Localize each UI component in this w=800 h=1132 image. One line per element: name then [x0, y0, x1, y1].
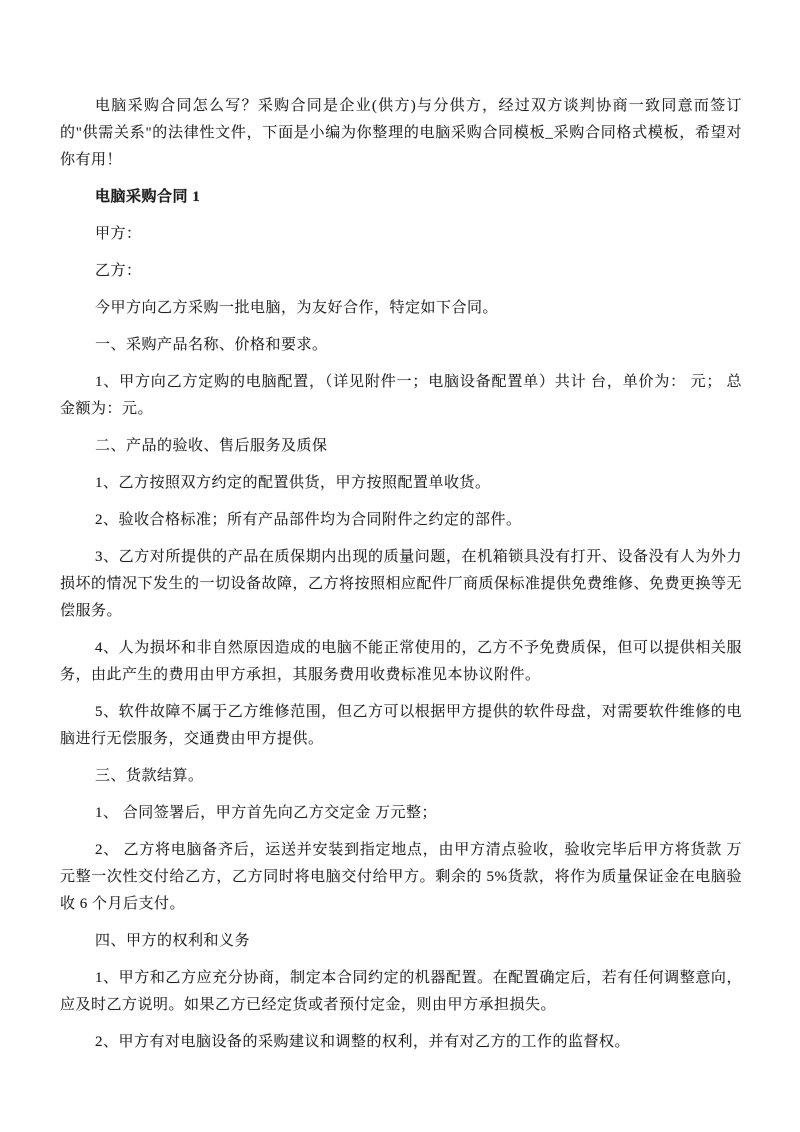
- section-2-clause-2: 2、验收合格标准；所有产品部件均为合同附件之约定的部件。: [95, 512, 522, 528]
- preamble-paragraph: 今甲方向乙方采购一批电脑，为友好合作，特定如下合同。: [95, 300, 499, 316]
- section-2-clause-5: 5、软件故障不属于乙方维修范围，但乙方可以根据甲方提供的软件母盘，对需要软件维修的电脑进行无偿服务，交通费由甲方提供。: [60, 704, 742, 747]
- section-4-clause-2: 2、甲方有对电脑设备的采购建议和调整的权利，并有对乙方的工作的监督权。: [95, 1034, 631, 1050]
- section-2-clause-1: 1、乙方按照双方约定的配置供货，甲方按照配置单收货。: [95, 475, 491, 491]
- contract-title: 电脑采购合同 1: [95, 189, 201, 205]
- section-4-clause-1: 1、甲方和乙方应充分协商，制定本合同约定的机器配置。在配置确定后，若有任何调整意向，应及时乙方说明。如果乙方已经定货或者预付定金，则由甲方承担损失。: [60, 970, 742, 1013]
- section-2-clause-4: 4、人为损坏和非自然原因造成的电脑不能正常使用的，乙方不予免费质保，但可以提供相关服务，由此产生的费用由甲方承担，其服务费用收费标准见本协议附件。: [60, 640, 742, 683]
- section-2-heading: 二、产品的验收、售后服务及质保: [95, 438, 328, 454]
- section-1-heading: 一、采购产品名称、价格和要求。: [95, 337, 328, 353]
- section-4-heading: 四、甲方的权利和义务: [95, 933, 251, 949]
- party-a-line: 甲方：: [95, 226, 142, 242]
- section-3-clause-2: 2、 乙方将电脑备齐后，运送并安装到指定地点，由甲方清点验收，验收完毕后甲方将货款 万元整一次性交付给乙方，乙方同时将电脑交付给甲方。剩余的 5%货款，将作为质量保证金在电脑验收 6 个月后支付。: [60, 842, 742, 912]
- intro-paragraph: 电脑采购合同怎么写？采购合同是企业(供方)与分供方，经过双方谈判协商一致同意而签订的"供需关系"的法律性文件，下面是小编为你整理的电脑采购合同模板_采购合同格式模板，希望对你有用！: [60, 98, 742, 168]
- party-b-line: 乙方：: [95, 263, 142, 279]
- section-1-clause-1: 1、甲方向乙方定购的电脑配置，（详见附件一；电脑设备配置单）共计 台，单价为： 元； 总金额为：元。: [60, 374, 742, 417]
- section-3-heading: 三、货款结算。: [95, 768, 204, 784]
- section-2-clause-3: 3、乙方对所提供的产品在质保期内出现的质量问题，在机箱锁具没有打开、设备没有人为外力损坏的情况下发生的一切设备故障，乙方将按照相应配件厂商质保标准提供免费维修、免费更换等无偿服务。: [60, 549, 743, 619]
- section-3-clause-1: 1、 合同签署后，甲方首先向乙方交定金 万元整；: [95, 805, 438, 821]
